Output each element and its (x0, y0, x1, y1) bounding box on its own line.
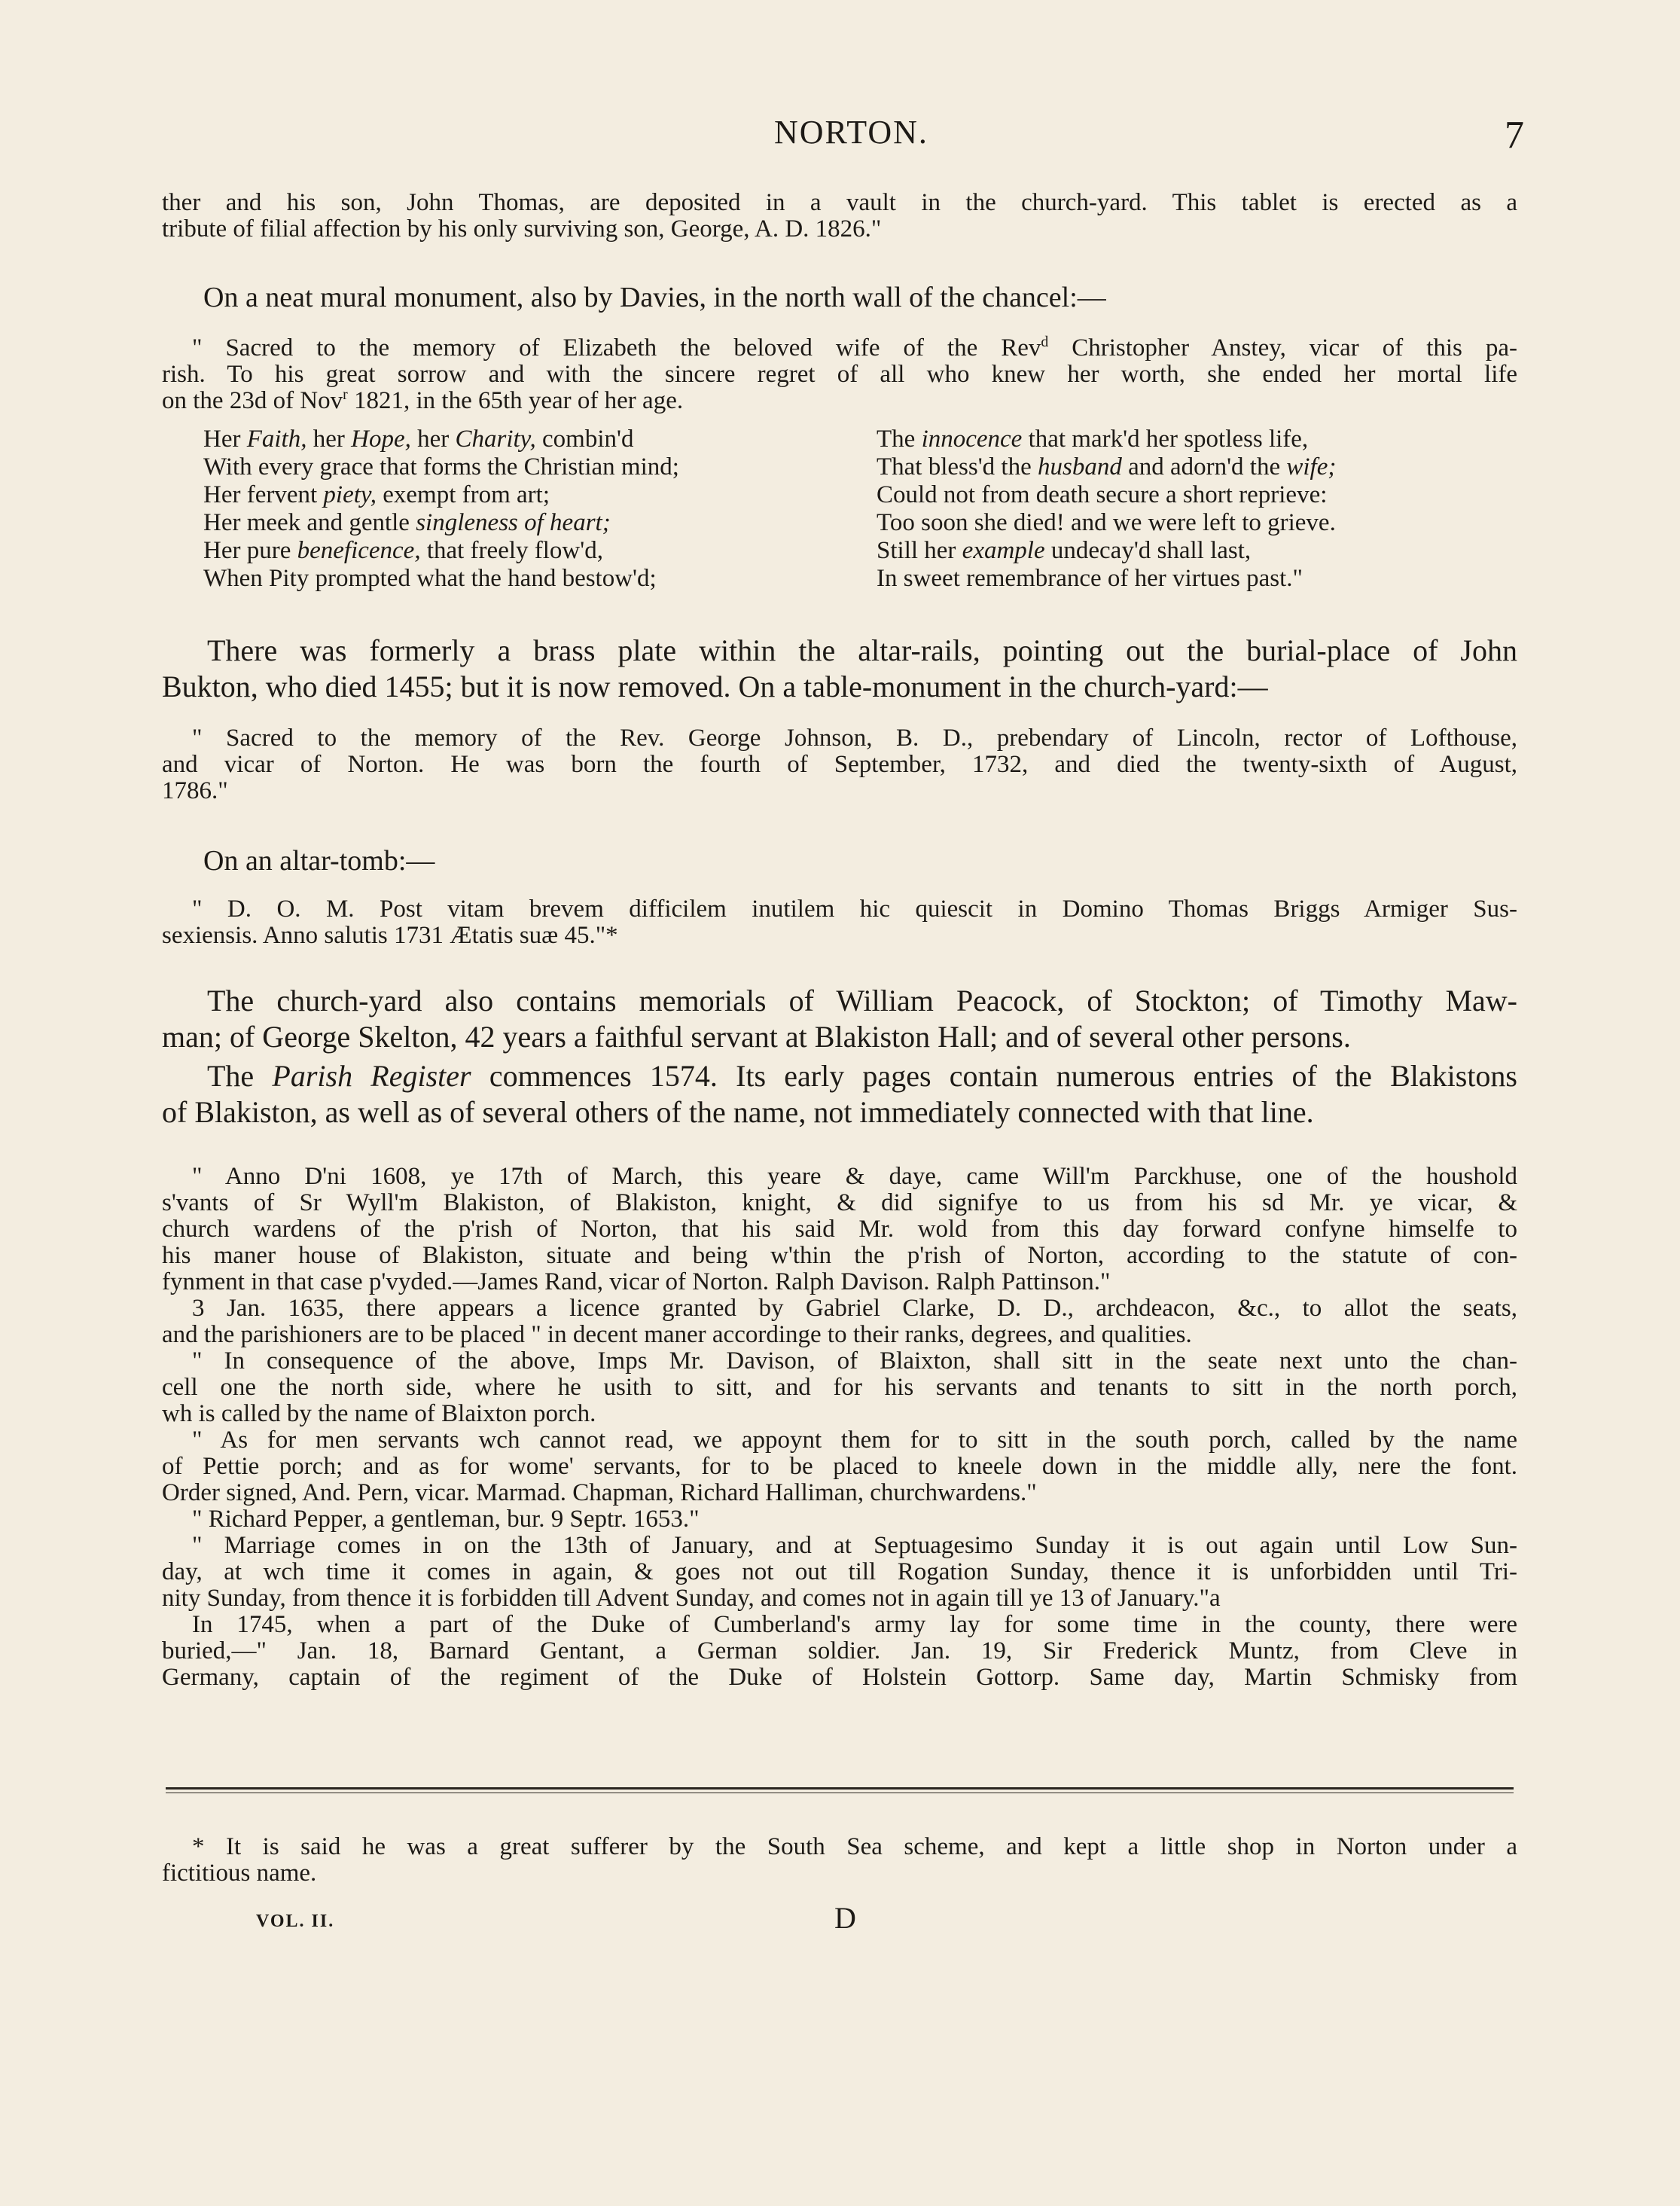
text-line: On an altar-tomb:— (203, 845, 435, 877)
text-line: and the parishioners are to be placed " in decent maner accordinge to their ranks, degrees, and qualities. (162, 1321, 1192, 1348)
poem-line: In sweet remembrance of her virtues past." (877, 565, 1303, 592)
text-line: Order signed, And. Pern, vicar. Marmad. Chapman, Richard Halliman, churchwardens." (162, 1479, 1037, 1506)
text-line: " As for men servants wch cannot read, we appoynt them for to sitt in the south porch, called by the name (192, 1426, 1517, 1454)
poem-line: Her meek and gentle singleness of heart; (203, 509, 611, 536)
poem-line: The innocence that mark'd her spotless life, (877, 426, 1309, 453)
paragraph-churchyard (162, 983, 1517, 1055)
text-line: " D. O. M. Post vitam brevem difficilem inutilem hic quiescit in Domino Thomas Briggs Armiger Sus- (192, 896, 1517, 923)
text-line: day, at wch time it comes in again, & goes not out till Rogation Sunday, thence it is unforbidden until Tri- (162, 1558, 1517, 1585)
poem-line: Her fervent piety, exempt from art; (203, 481, 550, 508)
footnote (162, 1834, 1517, 1887)
text-line: of Blakiston, as well as of several others of the name, not immediately connected with that line. (162, 1095, 1314, 1129)
text-line: " Sacred to the memory of the Rev. George Johnson, B. D., prebendary of Lincoln, rector of Lofthouse, (192, 725, 1517, 752)
paragraph-mural-intro (162, 280, 1517, 315)
text-line: tribute of filial affection by his only surviving son, George, A. D. 1826." (162, 215, 882, 243)
text-line: ther and his son, John Thomas, are deposited in a vault in the church-yard. This tablet is erected as a (162, 189, 1517, 216)
poem-line: That bless'd the husband and adorn'd the wife; (877, 453, 1337, 481)
text-line: sexiensis. Anno salutis 1731 Ætatis suæ 45."* (162, 922, 618, 949)
poem-line: Too soon she died! and we were left to grieve. (877, 509, 1336, 536)
running-head: NORTON. (774, 114, 928, 151)
footnote-line: fictitious name. (162, 1860, 317, 1887)
text-line: his maner house of Blakiston, situate and being w'thin the p'rish of Norton, according to the statute of con- (162, 1242, 1517, 1269)
text-line: cell one the north side, where he usith to sitt, and for his servants and tenants to sitt in the north porch, (162, 1374, 1517, 1401)
poem-line: Her pure beneficence, that freely flow'd, (203, 537, 603, 564)
inscription-briggs (162, 896, 1517, 949)
text-line: " In consequence of the above, Imps Mr. Davison, of Blaixton, shall sitt in the seate next unto the chan- (192, 1347, 1517, 1375)
text-line: In 1745, when a part of the Duke of Cumberland's army lay for some time in the county, there were (192, 1611, 1517, 1638)
poem-left-column (203, 426, 679, 593)
text-line: fynment in that case p'vyded.—James Rand, vicar of Norton. Ralph Davison. Ralph Pattinson." (162, 1268, 1111, 1295)
inscription-anstey (162, 335, 1517, 414)
inscription-johnson (162, 725, 1517, 804)
text-line: On a neat mural monument, also by Davies, in the north wall of the chancel:— (203, 282, 1106, 313)
poem-line: Could not from death secure a short reprieve: (877, 481, 1328, 508)
footnote-line: * It is said he was a great sufferer by the South Sea scheme, and kept a little shop in Norton under a (192, 1833, 1517, 1860)
text-line: nity Sunday, from thence it is forbidden till Advent Sunday, and comes not in again till ye 13 of January."a (162, 1585, 1221, 1612)
text-line: s'vants of Sr Wyll'm Blakiston, of Blakiston, knight, & did signifye to us from his sd Mr. ye vicar, & (162, 1189, 1517, 1216)
register-extracts (162, 1164, 1517, 1691)
poem-right-column (877, 426, 1336, 593)
paragraph-altar-intro (162, 844, 1559, 878)
text-line: of Pettie porch; and as for wome' servants, for to be placed to kneele down in the middle ally, nere the font. (162, 1453, 1517, 1480)
text-line: on the 23d of Nov$^r$ 1821, in the 65th year of her age. (162, 386, 684, 414)
text-line: 1786." (162, 777, 228, 804)
text-line: " Anno D'ni 1608, ye 17th of March, this yeare & daye, came Will'm Parckhuse, one of the houshold (192, 1163, 1517, 1190)
text-line: and vicar of Norton. He was born the fourth of September, 1732, and died the twenty-sixth of August, (162, 751, 1517, 778)
text-line: " Richard Pepper, a gentleman, bur. 9 Septr. 1653." (192, 1506, 700, 1533)
poem-line: Her Faith, her Hope, her Charity, combin'd (203, 426, 634, 453)
text-line: Germany, captain of the regiment of the Duke of Holstein Gottorp. Same day, Martin Schmisky from (162, 1664, 1517, 1691)
signature-mark: D (834, 1901, 858, 1935)
text-line: buried,—" Jan. 18, Barnard Gentant, a German soldier. Jan. 19, Sir Frederick Muntz, from Cleve in (162, 1637, 1517, 1664)
poem-line: Still her example undecay'd shall last, (877, 537, 1252, 564)
text-line: The Parish Register commences 1574. Its early pages contain numerous entries of the Blakistons (207, 1059, 1518, 1093)
text-line: church wardens of the p'rish of Norton, that his said Mr. wold from this day forward confyne himselfe to (162, 1216, 1517, 1243)
text-line: 3 Jan. 1635, there appears a licence granted by Gabriel Clarke, D. D., archdeacon, &c., to allot the seats, (192, 1295, 1517, 1322)
poem-line: With every grace that forms the Christian mind; (203, 453, 679, 481)
text-line: wh is called by the name of Blaixton porch. (162, 1400, 596, 1427)
paragraph-parish-register (162, 1058, 1517, 1130)
text-line: " Sacred to the memory of Elizabeth the beloved wife of the Rev$^d$ Christopher Anstey, vicar of this pa- (192, 334, 1517, 362)
text-line: man; of George Skelton, 42 years a faithful servant at Blakiston Hall; and of several other persons. (162, 1020, 1351, 1054)
text-line: rish. To his great sorrow and with the sincere regret of all who knew her worth, she ended her mortal life (162, 361, 1517, 388)
text-line: " Marriage comes in on the 13th of January, and at Septuagesimo Sunday it is out again until Low Sun- (192, 1532, 1517, 1559)
page-number: 7 (1505, 114, 1524, 157)
poem-line: When Pity prompted what the hand bestow'd; (203, 565, 657, 592)
volume-label: VOL. II. (256, 1912, 335, 1931)
text-line: There was formerly a brass plate within the altar-rails, pointing out the burial-place of John (207, 633, 1517, 667)
paragraph-tablet-end (162, 190, 1517, 243)
footnote-rule (166, 1787, 1514, 1790)
text-line: Bukton, who died 1455; but it is now removed. On a table-monument in the church-yard:— (162, 670, 1268, 703)
text-line: The church-yard also contains memorials of William Peacock, of Stockton; of Timothy Maw- (207, 984, 1517, 1018)
paragraph-brass-plate (162, 633, 1517, 705)
